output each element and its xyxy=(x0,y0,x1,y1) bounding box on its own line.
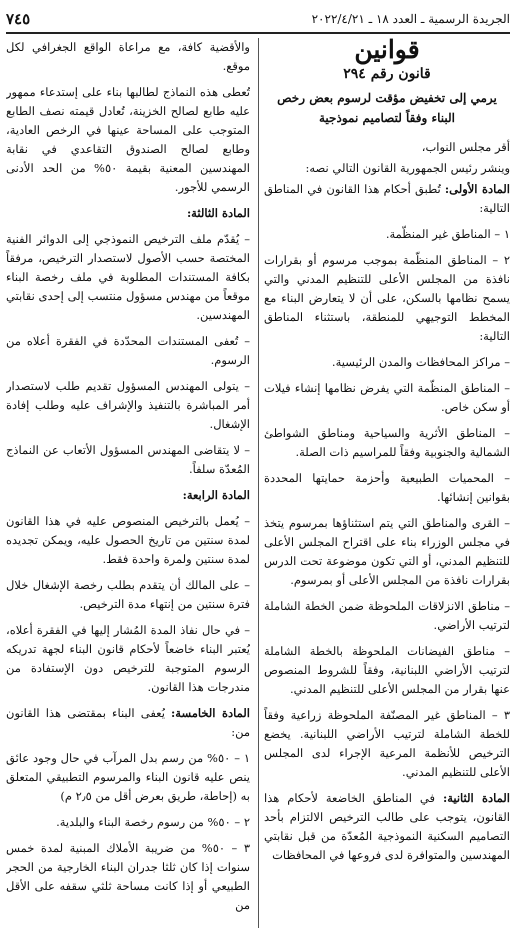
list-item: – مراكز المحافظات والمدن الرئيسية. xyxy=(331,355,510,369)
list-item: – يتولى المهندس المسؤول تقديم طلب لاستصدار أمر المباشرة بالتنفيذ والإشراف عليه وطلب إفادة الإشغال. xyxy=(6,379,250,431)
article-text: في المناطق الخاضعة لأحكام هذا القانون، يتوجب على طالب الترخيص الالتزام بأحد التصاميم السكنية النموذجية المُعدّة من قبل نقابتي المهندسين والمتوافرة لدى فروعها في المحافظات xyxy=(264,791,510,862)
article-label: المادة الثالثة: xyxy=(186,206,250,220)
left-column xyxy=(6,38,250,930)
page-number: ٧٤٥ xyxy=(6,10,31,28)
list-item: – في حال نفاذ المدة المُشار إليها في الفقرة أعلاه، يُعتبر البناء خاضعاً لأحكام قانون البناء لجهة تدريكه الرسوم المتوجبة للترخيص دون الإستفادة من مندرجات هذا القانون. xyxy=(6,623,250,694)
list-item: ٣ – ٥٠% من ضريبة الأملاك المبنية لمدة خمس سنوات إذا كان ثلثا جدران البناء الخارجية من الحجر الطبيعي أو إذا كانت مساحة ثلثي سقفه على الأقل من xyxy=(6,841,250,912)
list-item: ٢ – ٥٠% من رسوم رخصة البناء والبلدية. xyxy=(56,815,250,829)
list-item: – على المالك أن يتقدم بطلب رخصة الإشغال خلال فترة سنتين من إنتهاء مدة الترخيص. xyxy=(6,578,250,611)
list-item: – المناطق المنظّمة التي يفرض نظامها إنشاء فيلات أو سكن خاص. xyxy=(264,381,510,414)
list-item: ٢ – المناطق المنظّمة بموجب مرسوم أو بقرارات نافذة من المجلس الأعلى للتنظيم المدني والتي يسمح نظامها بالسكن، على أن لا يتعارض البناء مع المخطط التوجيهي للمنطقة، باستثناء المناطق التالية: xyxy=(264,253,510,343)
article-text: يُعفى البناء بمقتضى هذا القانون من: xyxy=(6,706,250,739)
page-header xyxy=(6,6,510,34)
list-item: – مناطق الفيضانات الملحوظة بالخطة الشاملة لترتيب الأراضي اللبنانية، وفقاً للشروط المنصوص عنها بقرار من المجلس الأعلى للتنظيم المدني. xyxy=(264,644,510,696)
article-5 xyxy=(6,704,250,742)
article-text: تُطبق أحكام هذا القانون في المناطق التالية: xyxy=(264,182,510,215)
article-label: المادة الرابعة: xyxy=(182,488,250,502)
list-item: ١ – المناطق غير المنظّمة. xyxy=(385,227,510,241)
intro-line: وينشر رئيس الجمهورية القانون التالي نصه: xyxy=(305,161,510,175)
column-divider xyxy=(258,38,259,928)
list-item: – المحميات الطبيعية وأحزمة حمايتها المحددة بقوانين إنشائها. xyxy=(264,471,510,504)
article-label: المادة الأولى: xyxy=(444,182,510,196)
law-subject: يرمي إلى تخفيض مؤقت لرسوم بعض رخص البناء وفقاً لتصاميم نموذجية xyxy=(277,91,497,125)
article-1 xyxy=(264,180,510,218)
list-item: – لا يتقاضى المهندس المسؤول الأتعاب عن النماذج المُعدّة سلفاً. xyxy=(6,443,250,476)
list-item: – يُعمل بالترخيص المنصوص عليه في هذا القانون لمدة سنتين من تاريخ الحصول عليه، ويمكن تجديده لمدة سنتين ولمرة واحدة فقط. xyxy=(6,514,250,566)
running-title: الجريدة الرسمية ـ العدد ١٨ ـ ٢٠٢٢/٤/٢١ xyxy=(311,12,510,26)
law-number: قانون رقم ٢٩٤ xyxy=(343,66,431,82)
section-heading: قوانين xyxy=(354,38,420,64)
list-item: ٣ – المناطق غير المصنّفة الملحوظة زراعية وفقاً للخطة الشاملة لترتيب الأراضي اللبنانية. يخضع الترخيص للأنظمة المرعية الإجراء لدى المجلس الأعلى للتنظيم المدني. xyxy=(264,708,510,779)
list-item: – يُقدّم ملف الترخيص النموذجي إلى الدوائر الفنية المختصة حسب الأصول لاستصدار الترخيص، مرفقاً بكافة المستندات المطلوبة في ملف رخصة البناء موقعاً من مهندس مسؤول منتسب إلى إحدى نقابتي المهندسين. xyxy=(6,232,250,322)
article-2 xyxy=(264,789,510,865)
right-column xyxy=(264,38,510,930)
list-item: – المناطق الأثرية والسياحية ومناطق الشواطئ الشمالية والجنوبية وفقاً للمراسيم ذات الصلة. xyxy=(264,426,510,459)
article-label: المادة الخامسة: xyxy=(171,706,250,720)
paragraph: تُعطى هذه النماذج لطالبها بناء على إستدعاء ممهور عليه طابع لصالح الخزينة، تُعادل قيمته نصف الطابع المتوجب على المساحة عينها في الرخص العادية، وطابع لصالح الصندوق التقاعدي في نقابة المهندسين المعنية بقيمة ٥٠% من الحد الأدنى الرسمي للأجور. xyxy=(6,85,250,194)
article-label: المادة الثانية: xyxy=(442,791,510,805)
intro-line: أقر مجلس النواب، xyxy=(421,140,510,154)
list-item: – مناطق الانزلاقات الملحوظة ضمن الخطة الشاملة لترتيب الأراضي. xyxy=(264,599,510,632)
paragraph: والأقضية كافة، مع مراعاة الواقع الجغرافي لكل موقع. xyxy=(6,40,250,73)
list-item: ١ – ٥٠% من رسم بدل المرآب في حال وجود عائق ينص عليه قانون البناء والمرسوم التطبيقي المتعلق به (إحاطة، طريق بعرض أقل من ٢٫٥ م) xyxy=(6,751,250,803)
list-item: – تُعفى المستندات المحدّدة في الفقرة أعلاه من الرسوم. xyxy=(6,334,250,367)
list-item: – القرى والمناطق التي يتم استثناؤها بمرسوم يتخذ في مجلس الوزراء بناء على اقتراح المجلس الأعلى للتنظيم المدني، أو التي تكون موضوعة تحت الدرس بقرارات نافذة من المجلس الأعلى أو بمرسوم. xyxy=(264,516,510,587)
